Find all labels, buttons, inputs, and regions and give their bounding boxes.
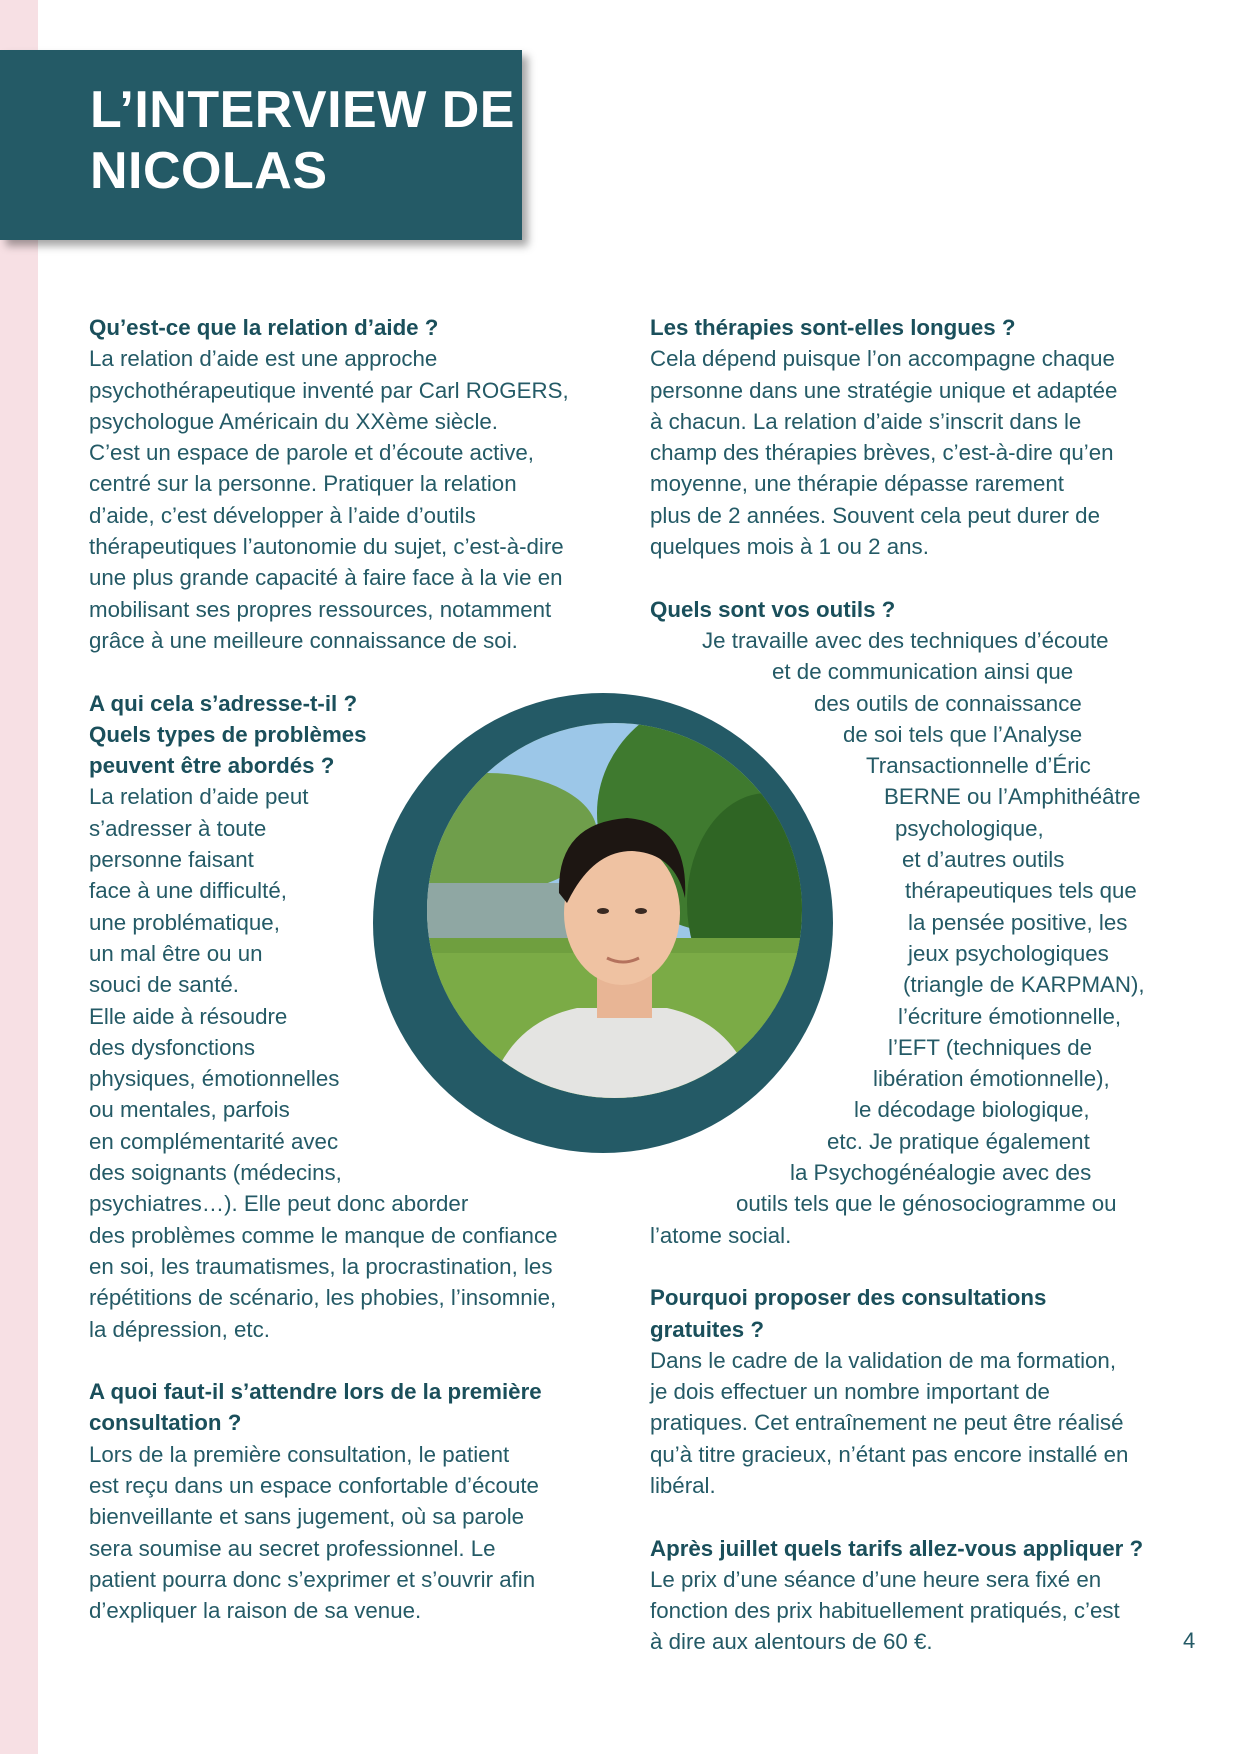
- page-title: L’INTERVIEW DE NICOLAS: [90, 81, 515, 200]
- question: Les thérapies sont-elles longues ?: [650, 315, 1016, 340]
- side-strip: [0, 0, 38, 1754]
- answer: Lors de la première consultation, le patient est reçu dans un espace confortable d’écoute bienveillante et sans jugement, où sa parole sera soumise au secret professionnel. Le patient pourra donc s’exprimer et s’ouvrir afin d’expliquer la raison de sa venue.: [89, 1441, 539, 1624]
- question: A quoi faut-il s’attendre lors de la première consultation ?: [89, 1379, 542, 1436]
- section-relation-aide: [89, 312, 594, 656]
- portrait-frame: [373, 693, 833, 1153]
- section-consultations-gratuites: [650, 1282, 1160, 1501]
- section-therapies-longues: [650, 312, 1160, 562]
- question: Après juillet quels tarifs allez-vous appliquer ?: [650, 1535, 1144, 1561]
- question: Qu’est-ce que la relation d’aide ?: [89, 315, 439, 340]
- page-number: 4: [1183, 1628, 1196, 1653]
- title-banner: [0, 50, 522, 240]
- portrait-illustration: [427, 723, 802, 1098]
- section-premiere-consultation: [89, 1376, 594, 1626]
- question: Quels sont vos outils ?: [650, 596, 896, 622]
- section-tarifs: [650, 1533, 1160, 1658]
- question: A qui cela s’adresse-t-il ? Quels types de problèmes peuvent être abordés ?: [89, 690, 367, 779]
- answer: Le prix d’une séance d’une heure sera fixé en fonction des prix habituellement pratiqués, c’est à dire aux alentours de 60 €.: [650, 1566, 1120, 1655]
- answer: La relation d’aide peut s’adresser à toute personne faisant face à une difficulté, une problématique, un mal être ou un souci de santé. Elle aide à résoudre des dysfonctions physiques, émotionnelles ou mentales, parfois en complémentarité avec des soignants (médecins, psychiatres…). Elle peut donc aborder des problèmes comme le manque de confiance en soi, les traumatismes, la procrastination, les répétitions de scénario, les phobies, l’insomnie, la dépression, etc.: [89, 784, 558, 1342]
- answer: La relation d’aide est une approche psychothérapeutique inventé par Carl ROGERS, psychologue Américain du XXème siècle. C’est un espace de parole et d’écoute active, centré sur la personne. Pratiquer la relation d’aide, c’est développer à l’aide d’outils thérapeutiques l’autonomie du sujet, c’est-à-dire une plus grande capacité à faire face à la vie en mobilisant ses propres ressources, notamment grâce à une meilleure connaissance de soi.: [89, 346, 569, 653]
- portrait-photo: [427, 723, 802, 1098]
- answer: Cela dépend puisque l’on accompagne chaque personne dans une stratégie unique et adaptée à chacun. La relation d’aide s’inscrit dans le champ des thérapies brèves, c’est-à-dire qu’en moyenne, une thérapie dépasse rarement plus de 2 années. Souvent cela peut durer de quelques mois à 1 ou 2 ans.: [650, 346, 1118, 560]
- answer: Je travaille avec des techniques d’écoute et de communication ainsi que des outils de connaissance de soi tels que l’Analyse Transactionnelle d’Éric BERNE ou l’Amphithéâtre psychologique, et d’autres outils thérapeutiques tels que la pensée positive, les jeux psychologiques (triangle de KARPMAN), l’écriture émotionnelle, l’EFT (techniques de libération émotionnelle), le décodage biologique, etc. Je pratique également la Psychogénéalogie avec des outils tels que le génosociogramme ou l’atome social.: [650, 627, 1145, 1248]
- question: Pourquoi proposer des consultations gratuites ?: [650, 1285, 1047, 1342]
- answer: Dans le cadre de la validation de ma formation, je dois effectuer un nombre important de pratiques. Cet entraînement ne peut être réalisé qu’à titre gracieux, n’étant pas encore installé en libéral.: [650, 1347, 1129, 1498]
